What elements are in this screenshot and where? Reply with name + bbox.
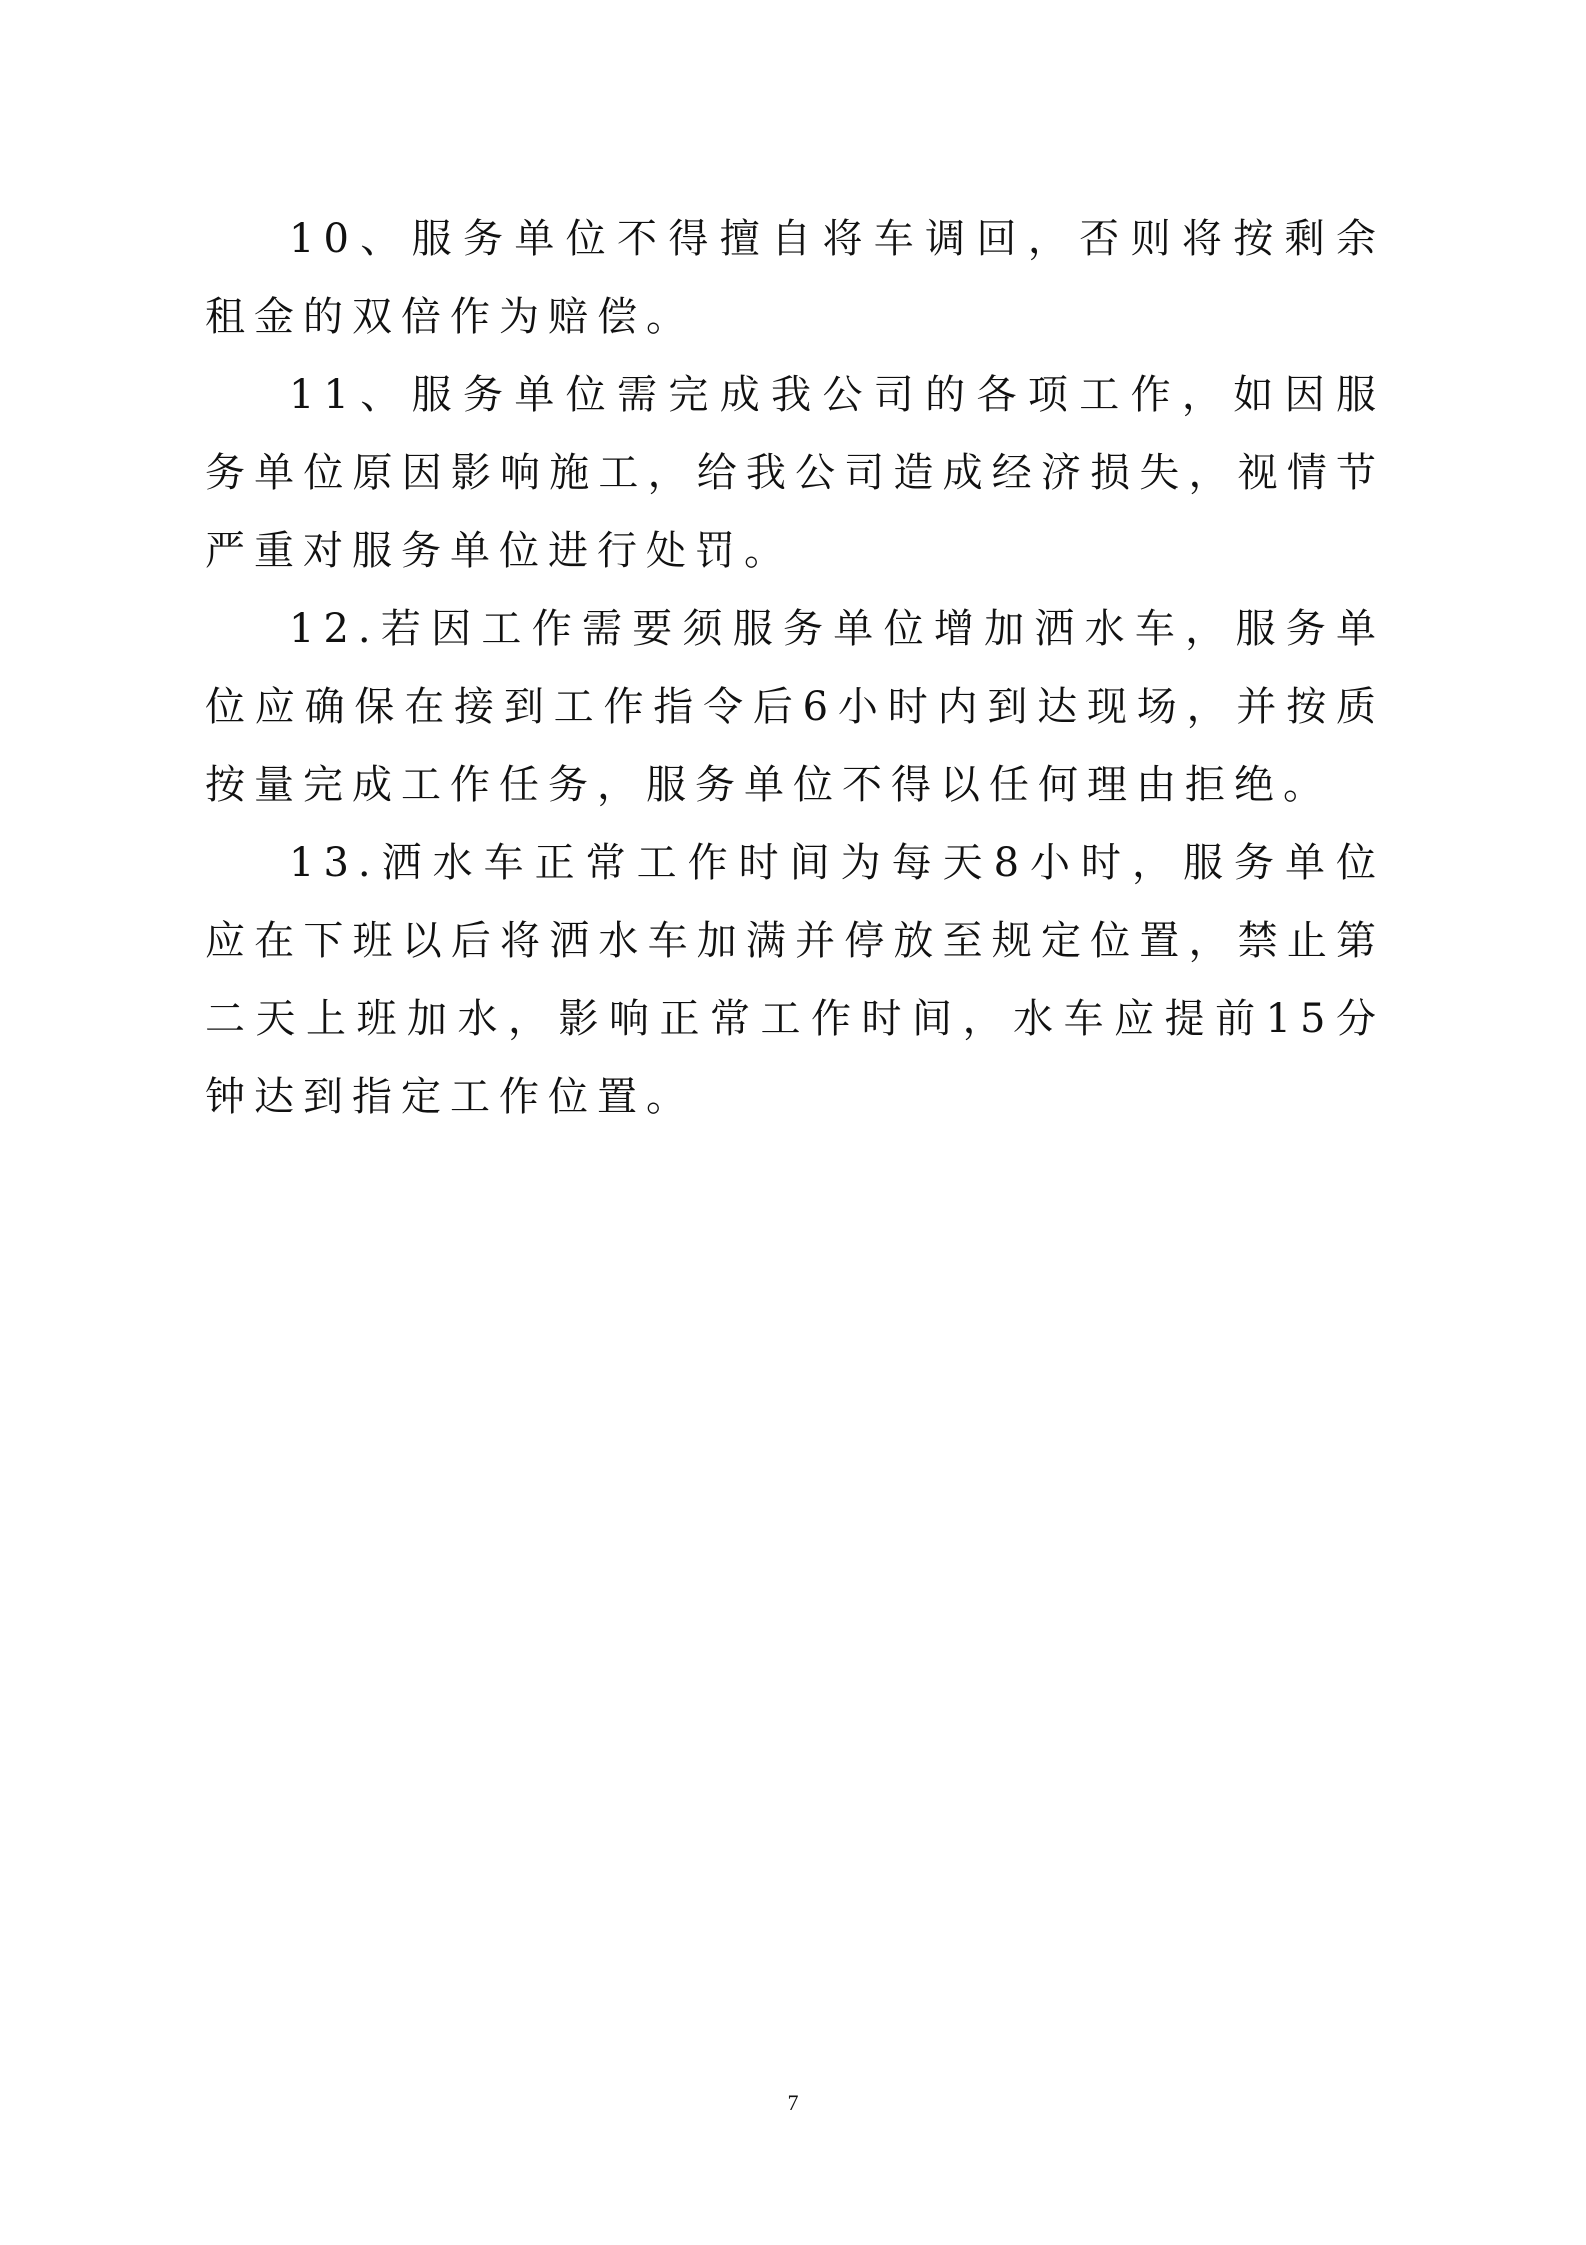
document-body: [205, 200, 1385, 1136]
paragraph-item-10: 10、服务单位不得擅自将车调回，否则将按剩余租金的双倍作为赔偿。: [205, 216, 1385, 340]
paragraph-item-12: 12.若因工作需要须服务单位增加洒水车，服务单位应确保在接到工作指令后6小时内到达现场，并按质按量完成工作任务，服务单位不得以任何理由拒绝。: [205, 606, 1385, 808]
paragraph-item-13: 13.洒水车正常工作时间为每天8小时，服务单位应在下班以后将洒水车加满并停放至规定位置，禁止第二天上班加水，影响正常工作时间，水车应提前15分钟达到指定工作位置。: [205, 840, 1385, 1120]
paragraph-item-11: 11、服务单位需完成我公司的各项工作，如因服务单位原因影响施工，给我公司造成经济损失，视情节严重对服务单位进行处罚。: [205, 372, 1385, 574]
page-number: 7: [787, 2090, 799, 2115]
